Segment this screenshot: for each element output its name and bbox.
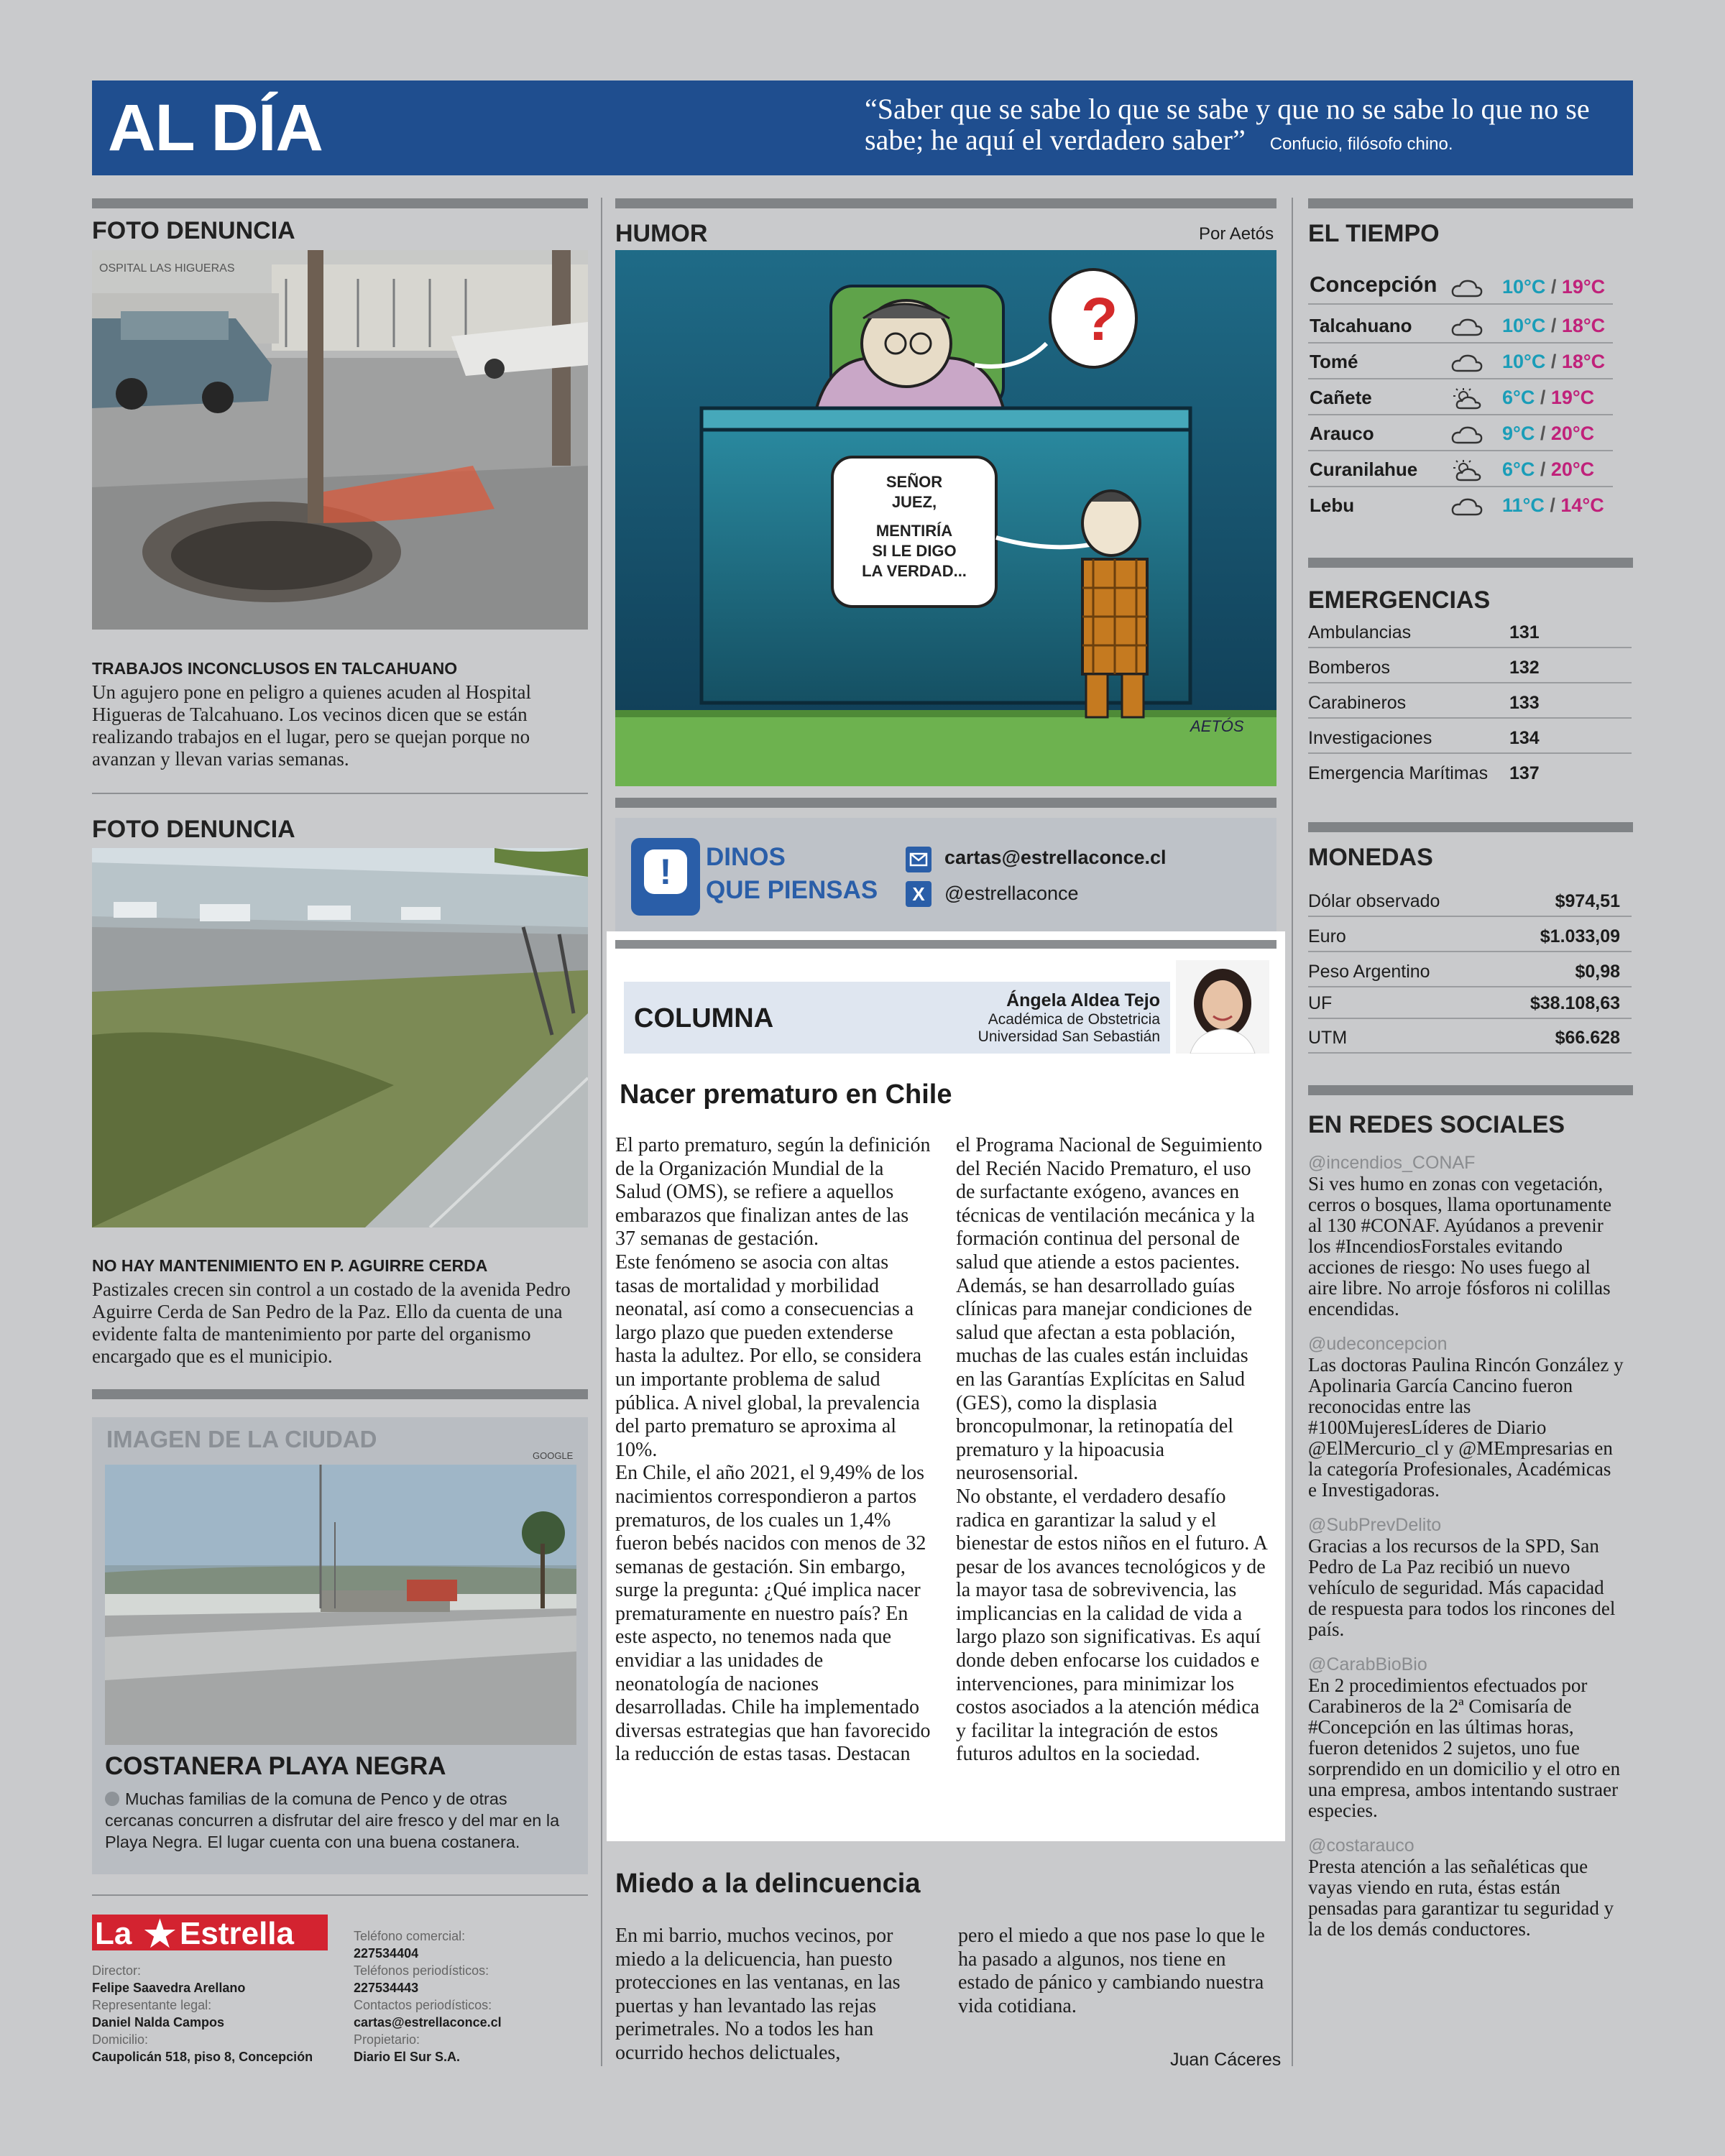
tel-com-label: Teléfono comercial: [354, 1929, 466, 1943]
carta-headline: Miedo a la delincuencia [615, 1869, 921, 1899]
emergencias-table [1308, 615, 1633, 795]
temp-high: 20°C [1550, 423, 1595, 444]
quote-author: Confucio, filósofo chino. [1269, 134, 1453, 154]
social-handle[interactable]: @costarauco [1308, 1835, 1414, 1856]
dinos-line2: QUE PIENSAS [706, 876, 878, 904]
weather-city: Concepción [1310, 272, 1438, 297]
temp-high: 18°C [1561, 351, 1606, 372]
cloud-icon [1450, 352, 1484, 374]
imagen-title: COSTANERA PLAYA NEGRA [105, 1752, 446, 1780]
cloud-icon [1450, 277, 1484, 299]
columna-label: COLUMNA [634, 1003, 774, 1033]
weather-temps: 9°C / 20°C [1502, 423, 1595, 444]
dinos-box [615, 818, 1276, 933]
social-text: Gracias a los recursos de la SPD, San Pedro de La Paz recibió un nuevo vehículo de seguridad. Más capacidad de respuesta para todos los rincones del país. [1308, 1535, 1616, 1640]
speech-bubble-icon [631, 838, 700, 916]
redes-list [1308, 1153, 1624, 1940]
imagen-section: IMAGEN DE LA CIUDAD [106, 1426, 377, 1452]
moneda-value: $38.108,63 [1530, 993, 1620, 1013]
cloud-icon [1450, 424, 1484, 446]
emergencia-row [1308, 650, 1632, 683]
weather-row [1308, 269, 1613, 305]
temp-low: 10°C [1502, 351, 1546, 372]
bubble-line: MENTIRÍA [875, 522, 953, 540]
exclamation-mark: ! [644, 849, 687, 894]
imagen-credit: GOOGLE [533, 1450, 574, 1461]
emergencia-row [1308, 756, 1632, 789]
columna-paragraph: Este fenómeno se asocia con altas tasas de mortalidad y morbilidad neonatal, así como a consecuencias a largo plazo que pueden extenderse hasta la adultez. Por ello, se considera un importante problema de salud pública. A nivel global, la prevalencia del parto prematuro se aproxima al 10%. [615, 1250, 922, 1461]
temp-low: 9°C [1502, 423, 1535, 444]
dinos-title [706, 841, 878, 907]
temp-low: 6°C [1502, 459, 1535, 480]
author-avatar [1176, 960, 1269, 1054]
columna-paragraph: En Chile, el año 2021, el 9,49% de los nacimientos correspondieron a partos prematuros, de los cuales un 1,4% fueron bebés nacidos con menos de 32 semanas de gestación. Sin embargo, surge la pregunta: ¿Qué implica nacer prematuramente en nuestro país? En este aspecto, no tenemos nada que envidiar a las unidades de neonatología de naciones desarrolladas. Chile ha implementado diversas estrategias que han favorecido la reducción de estas tasas. Destacan [615, 1462, 931, 1766]
columna-paragraph: Además, se han desarrollado guías clínicas para manejar condiciones de salud que afectan a esta población, muchas de las cuales están incluidas en las Garantías Explícitas en Salud (GES), como la displasia broncopulmonar, la retinopatía del prematuro y la hipoacusia neurosensorial. [956, 1274, 1253, 1485]
legal-value: Daniel Nalda Campos [92, 2015, 225, 2030]
temp-low: 10°C [1502, 276, 1546, 298]
columna-paragraph: No obstante, el verdadero desafío radica en garantizar la salud y el bienestar de estos niños en el futuro. A pesar de los avances tecnológicos y de la mayor tasa de sobrevivencia, las implicancias en la calidad de vida a largo plazo son significativas. Es aquí donde deben enfocarse los cuidados e intervenciones, para minimizar los costos asociados a la atención médica y facilitar la integración de estos futuros adultos en la sociedad. [956, 1485, 1267, 1766]
carta-col1: En mi barrio, muchos vecinos, por miedo a la delicuencia, han puesto protecciones en las ventanas, en las puertas y han levantado las rejas perimetrales. No a todos les han ocurrido hechos delictuales, [615, 1925, 901, 2064]
redes-section: EN REDES SOCIALES [1308, 1111, 1565, 1138]
hospital-sign: OSPITAL LAS HIGUERAS [99, 262, 235, 275]
columna-paragraph: el Programa Nacional de Seguimiento del Recién Nacido Prematuro, el uso de surfactante exógeno, avances en técnicas de ventilación mecánica y la formación continua del personal de salud que atiende a estos pacientes. [956, 1134, 1263, 1273]
humor-section: HUMOR [615, 220, 708, 247]
emergencia-number[interactable]: 133 [1509, 693, 1540, 713]
star-icon: ★ [144, 1914, 176, 1954]
moneda-row [1308, 919, 1632, 952]
moneda-value: $0,98 [1575, 962, 1620, 982]
weather-city: Cañete [1310, 387, 1372, 408]
logo-name: Estrella [180, 1916, 294, 1951]
columna-paragraph: El parto prematuro, según la definición de la Organización Mundial de la Salud (OMS), se refiere a aquellos embarazos que finalizan antes de las 37 semanas de gestación. [615, 1134, 931, 1250]
humor-cartoon [615, 250, 1276, 786]
social-text: Si ves humo en zonas con vegetación, cerros o bosques, llama oportunamente al 130 #CONAF. Ayúdanos a prevenir los #IncendiosForstales evitando acciones de riesgo: No uses fuego al aire libre. No arroje fósforos ni colillas encendidas. [1308, 1173, 1612, 1319]
cloud-icon [1450, 496, 1484, 517]
social-post [1308, 1515, 1624, 1640]
divider [92, 793, 588, 794]
temp-high: 19°C [1550, 387, 1595, 408]
temp-high: 18°C [1561, 315, 1606, 336]
contact-value: cartas@estrellaconce.cl [354, 2015, 502, 2030]
monedas-table [1308, 884, 1633, 1064]
section-rule [92, 198, 588, 208]
section-rule [1308, 822, 1633, 832]
social-post [1308, 1334, 1624, 1501]
foto2-text: Pastizales crecen sin control a un costado de la avenida Pedro Aguirre Cerda de San Pedro de la Paz. Ello da cuenta de una evidente falta de mantenimiento por parte del organismo encargado que es el municipio. [92, 1279, 571, 1367]
social-handle[interactable]: @udeconcepcion [1308, 1334, 1448, 1354]
weather-temps: 6°C / 19°C [1502, 387, 1595, 408]
moneda-row [1308, 986, 1632, 1019]
moneda-name: Dólar observado [1308, 891, 1440, 911]
section-rule [1308, 1085, 1633, 1095]
weather-row [1308, 379, 1613, 415]
question-mark: ? [1081, 285, 1118, 353]
logo-la: La [95, 1916, 132, 1951]
foto1-text: Un agujero pone en peligro a quienes acuden al Hospital Higueras de Talcahuano. Los vecinos dicen que se están realizando trabajos en el lugar, pero se quejan porque no avanzan y llevan varias semanas. [92, 681, 532, 770]
columna-role2: Universidad San Sebastián [978, 1028, 1160, 1045]
weather-row [1308, 308, 1613, 344]
social-post [1308, 1835, 1624, 1940]
header-quote [865, 93, 1627, 160]
domicilio-value: Caupolicán 518, piso 8, Concepción [92, 2050, 313, 2064]
carta-signature: Juan Cáceres [1170, 2050, 1282, 2070]
emergencia-name: Investigaciones [1308, 728, 1432, 748]
owner-value: Diario El Sur S.A. [354, 2050, 461, 2064]
foto2-title: NO HAY MANTENIMIENTO EN P. AGUIRRE CERDA [92, 1256, 488, 1275]
emergencia-number[interactable]: 132 [1509, 658, 1540, 678]
dinos-email[interactable]: cartas@estrellaconce.cl [944, 847, 1167, 868]
emergencia-row [1308, 686, 1632, 719]
social-post [1308, 1153, 1624, 1319]
weather-row [1308, 487, 1613, 523]
humor-byline: Por Aetós [1199, 224, 1274, 244]
partly-sunny-icon [1450, 388, 1484, 410]
monedas-section: MONEDAS [1308, 844, 1433, 871]
domicilio-label: Domicilio: [92, 2032, 149, 2047]
quote-text: “Saber que se sabe lo que se sabe y que no se sabe lo que no se sabe; he aquí el verdadero saber” [865, 93, 1590, 156]
bullet-icon [105, 1792, 119, 1806]
moneda-value: $66.628 [1555, 1028, 1620, 1048]
social-handle[interactable]: @CarabBioBio [1308, 1654, 1427, 1674]
temp-low: 6°C [1502, 387, 1535, 408]
emergencia-name: Bomberos [1308, 658, 1390, 678]
tel-per-value: 227534443 [354, 1981, 419, 1995]
section-title: AL DÍA [108, 91, 323, 165]
weather-city: Talcahuano [1310, 315, 1412, 336]
email-icon [906, 847, 932, 872]
owner-label: Propietario: [354, 2032, 420, 2047]
weather-city: Arauco [1310, 423, 1374, 444]
weather-temps: 10°C / 19°C [1502, 276, 1606, 298]
moneda-row [1308, 1021, 1632, 1054]
dinos-line1: DINOS [706, 843, 786, 871]
cloud-icon [1450, 316, 1484, 338]
divider [92, 1894, 588, 1896]
temp-high: 20°C [1550, 459, 1595, 480]
foto1-image [92, 250, 588, 630]
director-value: Felipe Saavedra Arellano [92, 1981, 246, 1995]
foto1-title: TRABAJOS INCONCLUSOS EN TALCAHUANO [92, 659, 458, 678]
imagen-text: Muchas familias de la comuna de Penco y de otras cercanas concurren a disfrutar del aire fresco y del mar en la Playa Negra. El lugar cuenta con una buena costanera. [105, 1789, 560, 1851]
columna-label-bar [624, 982, 1170, 1054]
weather-city: Tomé [1310, 351, 1358, 372]
weather-city: Curanilahue [1310, 459, 1418, 480]
foto2-image [92, 848, 588, 1227]
columna-col1 [615, 1134, 932, 1766]
tel-com-value: 227534404 [354, 1946, 419, 1961]
moneda-name: Peso Argentino [1308, 962, 1430, 982]
section-rule [92, 1389, 588, 1399]
emergencia-number[interactable]: 134 [1509, 728, 1540, 748]
social-handle[interactable]: @incendios_CONAF [1308, 1153, 1476, 1173]
moneda-value: $974,51 [1555, 891, 1620, 911]
moneda-value: $1.033,09 [1540, 926, 1620, 946]
weather-city: Lebu [1310, 494, 1355, 516]
columna-role1: Académica de Obstetricia [988, 1011, 1160, 1028]
columna-box [607, 931, 1285, 1841]
columna-author: Ángela Aldea Tejo [1006, 990, 1160, 1010]
bubble-line: SEÑOR [886, 473, 943, 491]
bubble-line: SI LE DIGO [872, 542, 957, 560]
temp-low: 11°C [1502, 494, 1545, 516]
bubble-line: JUEZ, [891, 493, 937, 511]
weather-temps: 11°C / 14°C [1502, 494, 1604, 516]
section-rule [615, 798, 1276, 808]
weather-row [1308, 344, 1613, 379]
weather-table [1308, 269, 1633, 542]
column-divider [601, 198, 602, 2066]
partly-sunny-icon [1450, 460, 1484, 482]
emergencia-name: Emergencia Marítimas [1308, 763, 1489, 783]
imagen-caption [105, 1788, 572, 1853]
moneda-name: Euro [1308, 926, 1346, 946]
section-rule [1308, 558, 1633, 568]
imagen-photo [105, 1465, 576, 1745]
section-rule [615, 940, 1276, 949]
section-rule [615, 198, 1276, 208]
emergencia-name: Carabineros [1308, 693, 1407, 713]
legal-label: Representante legal: [92, 1998, 212, 2012]
section-header [92, 80, 1633, 175]
emergencias-section: EMERGENCIAS [1308, 586, 1491, 614]
social-post [1308, 1654, 1624, 1821]
social-text: En 2 procedimientos efectuados por Carabineros de la 2ª Comisaría de #Concepción en las últimas horas, fueron detenidos 2 sujetos, uno fue sorprendido en un domicilio y el otro en una empresa, ambos intentando sustraer especies. [1308, 1674, 1621, 1821]
temp-high: 19°C [1561, 276, 1606, 298]
columna-author-block [978, 990, 1160, 1046]
columna-headline: Nacer prematuro en Chile [620, 1079, 952, 1110]
foto2-section: FOTO DENUNCIA [92, 816, 295, 843]
tel-per-label: Teléfonos periodísticos: [354, 1963, 489, 1978]
moneda-name: UF [1308, 993, 1333, 1013]
carta-col2: pero el miedo a que nos pase lo que le ha pasado a algunos, nos tiene en estado de pánico y cambiando nuestra vida cotidiana. [958, 1925, 1265, 2017]
masthead-right [354, 1927, 591, 2065]
foto1-section: FOTO DENUNCIA [92, 217, 295, 244]
moneda-row [1308, 884, 1632, 917]
weather-row [1308, 415, 1613, 451]
cartoon-signature: AETÓS [1190, 717, 1244, 735]
section-rule [1308, 198, 1633, 208]
social-handle[interactable]: @SubPrevDelito [1308, 1515, 1442, 1535]
column-divider [1292, 198, 1293, 2066]
columna-col2 [956, 1134, 1272, 1766]
estrella-logo [92, 1914, 328, 1954]
weather-temps: 10°C / 18°C [1502, 351, 1606, 372]
tiempo-section: EL TIEMPO [1308, 220, 1440, 247]
weather-temps: 10°C / 18°C [1502, 315, 1606, 336]
weather-temps: 6°C / 20°C [1502, 459, 1595, 480]
emergencia-name: Ambulancias [1308, 622, 1412, 642]
moneda-row [1308, 954, 1632, 987]
emergencia-row [1308, 721, 1632, 754]
masthead-left [92, 1962, 329, 2065]
contact-label: Contactos periodísticos: [354, 1998, 492, 2012]
imagen-box [92, 1417, 588, 1874]
emergencia-row [1308, 615, 1632, 648]
emergencia-number[interactable]: 131 [1509, 622, 1540, 642]
dinos-x-handle[interactable]: @estrellaconce [944, 883, 1079, 904]
social-text: Las doctoras Paulina Rincón González y Apolinaria García Cancino fueron reconocidas entre las #100MujeresLíderes de Diario @ElMercurio_cl y @MEmpresarias en la categoría Profesionales, Académicas e Investigadoras. [1308, 1354, 1624, 1501]
moneda-name: UTM [1308, 1028, 1348, 1048]
temp-high: 14°C [1560, 494, 1604, 516]
director-label: Director: [92, 1963, 142, 1978]
emergencia-number[interactable]: 137 [1509, 763, 1540, 783]
bubble-line: LA VERDAD... [862, 562, 967, 580]
weather-row [1308, 451, 1613, 487]
temp-low: 10°C [1502, 315, 1546, 336]
x-icon: X [906, 881, 932, 907]
social-text: Presta atención a las señaléticas que vayas viendo en ruta, éstas están pensadas para garantizar tu seguridad y la de los demás conductores. [1308, 1856, 1614, 1940]
